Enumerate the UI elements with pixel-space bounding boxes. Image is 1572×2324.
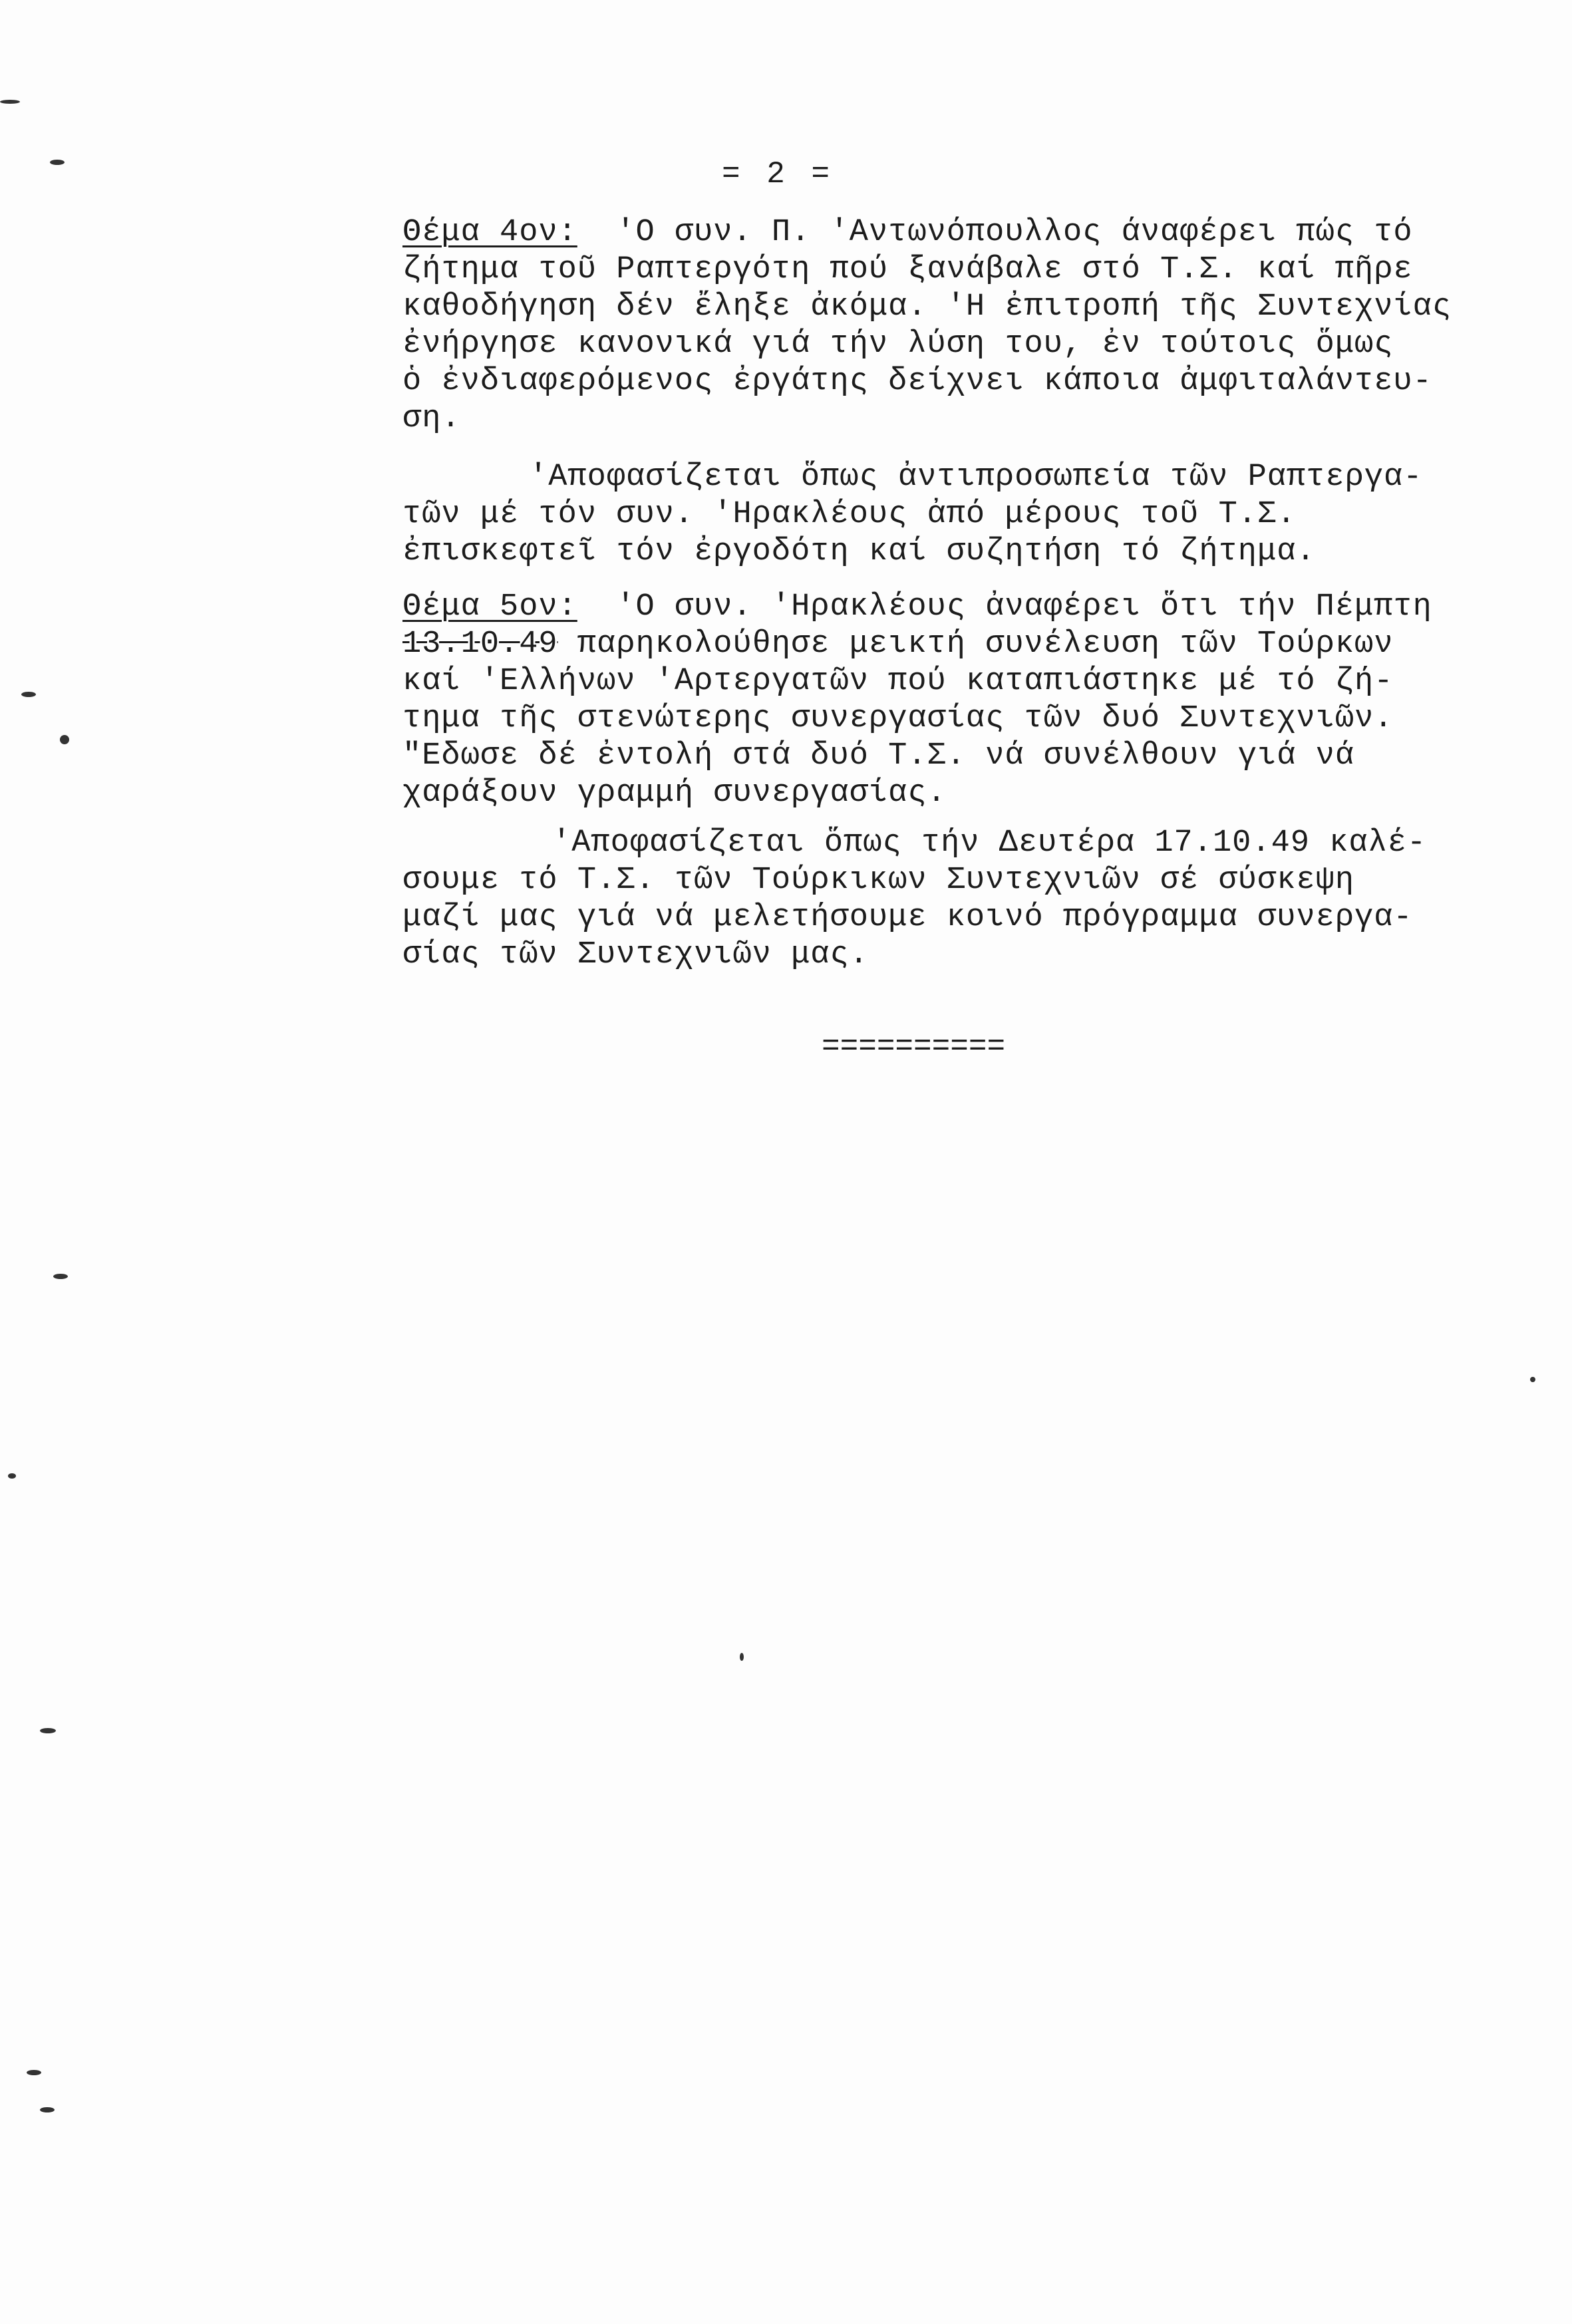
text-line: μαζί μας γιά νά μελετήσουμε κοινό πρόγραμμα συνεργα- [402, 900, 1413, 935]
text-line: ση. [402, 401, 461, 436]
text-line: καί 'Ελλήνων 'Αρτεργατῶν πού καταπιάστηκε μέ τό ζή- [402, 664, 1394, 699]
scan-speck [50, 160, 65, 165]
paragraph-decision-1 [402, 459, 1520, 571]
paragraph-topic-5 [402, 589, 1520, 812]
meeting-date: 13.10.49 [402, 627, 558, 662]
paragraph-decision-2 [402, 825, 1520, 974]
text-line: ὁ ἐνδιαφερόμενος ἐργάτης δείχνει κάποια ἀμφιταλάντευ- [402, 364, 1432, 399]
text-line: "Εδωσε δέ ἐντολή στά δυό Τ.Σ. νά συνέλθουν γιά νά [402, 738, 1355, 774]
scan-speck [740, 1653, 744, 1661]
text-line: τῶν μέ τόν συν. 'Ηρακλέους ἀπό μέρους τοῦ Τ.Σ. [402, 497, 1297, 532]
text-line: 'Αποφασίζεται ὅπως ἀντιπροσωπεία τῶν Ραπτεργα- [529, 460, 1423, 495]
scan-speck [21, 692, 36, 697]
text-line: 13.10.49 παρηκολούθησε μεικτή συνέλευση τῶν Τούρκων [402, 627, 1394, 662]
scan-speck [53, 1274, 68, 1279]
text-line: Θέμα 5ον: 'Ο συν. 'Ηρακλέους ἀναφέρει ὅτι τήν Πέμπτη [402, 589, 1432, 625]
text-line: καθοδήγηση δέν ἔληξε ἀκόμα. 'Η ἐπιτροπή τῆς Συντεχνίας [402, 289, 1452, 325]
scan-speck [0, 100, 20, 104]
scan-speck [27, 2070, 41, 2075]
topic-label: Θέμα 5ον: [402, 589, 577, 625]
scan-speck [8, 1473, 16, 1479]
paragraph-topic-4 [402, 214, 1520, 438]
text-line: ζήτημα τοῦ Ραπτεργότη πού ξανάβαλε στό Τ.Σ. καί πῆρε [402, 252, 1413, 287]
text-line: ἐπισκεφτεῖ τόν ἐργοδότη καί συζητήση τό ζήτημα. [402, 534, 1316, 569]
closing-rule: ========== [822, 1030, 1006, 1064]
text-line: Θέμα 4ον: 'Ο συν. Π. 'Αντωνόπουλλος άναφέρει πώς τό [402, 215, 1413, 250]
text-line: χαράξουν γραμμή συνεργασίας. [402, 776, 947, 811]
text-line: ἐνήργησε κανονικά γιά τήν λύση του, ἐν τούτοις ὅμως [402, 327, 1394, 362]
page-number: = 2 = [722, 157, 834, 192]
scan-speck [1530, 1377, 1535, 1382]
scan-speck [40, 2107, 55, 2112]
topic-label: Θέμα 4ον: [402, 215, 577, 250]
text-line: σουμε τό Τ.Σ. τῶν Τούρκικων Συντεχνιῶν σέ σύσκεψη [402, 863, 1355, 898]
text-line: τημα τῆς στενώτερης συνεργασίας τῶν δυό Συντεχνιῶν. [402, 701, 1394, 736]
text-line: σίας τῶν Συντεχνιῶν μας. [402, 937, 869, 972]
scan-speck [60, 735, 69, 744]
text-line: 'Αποφασίζεται ὅπως τήν Δευτέρα 17.10.49 καλέ- [552, 825, 1427, 861]
scan-speck [40, 1728, 56, 1733]
